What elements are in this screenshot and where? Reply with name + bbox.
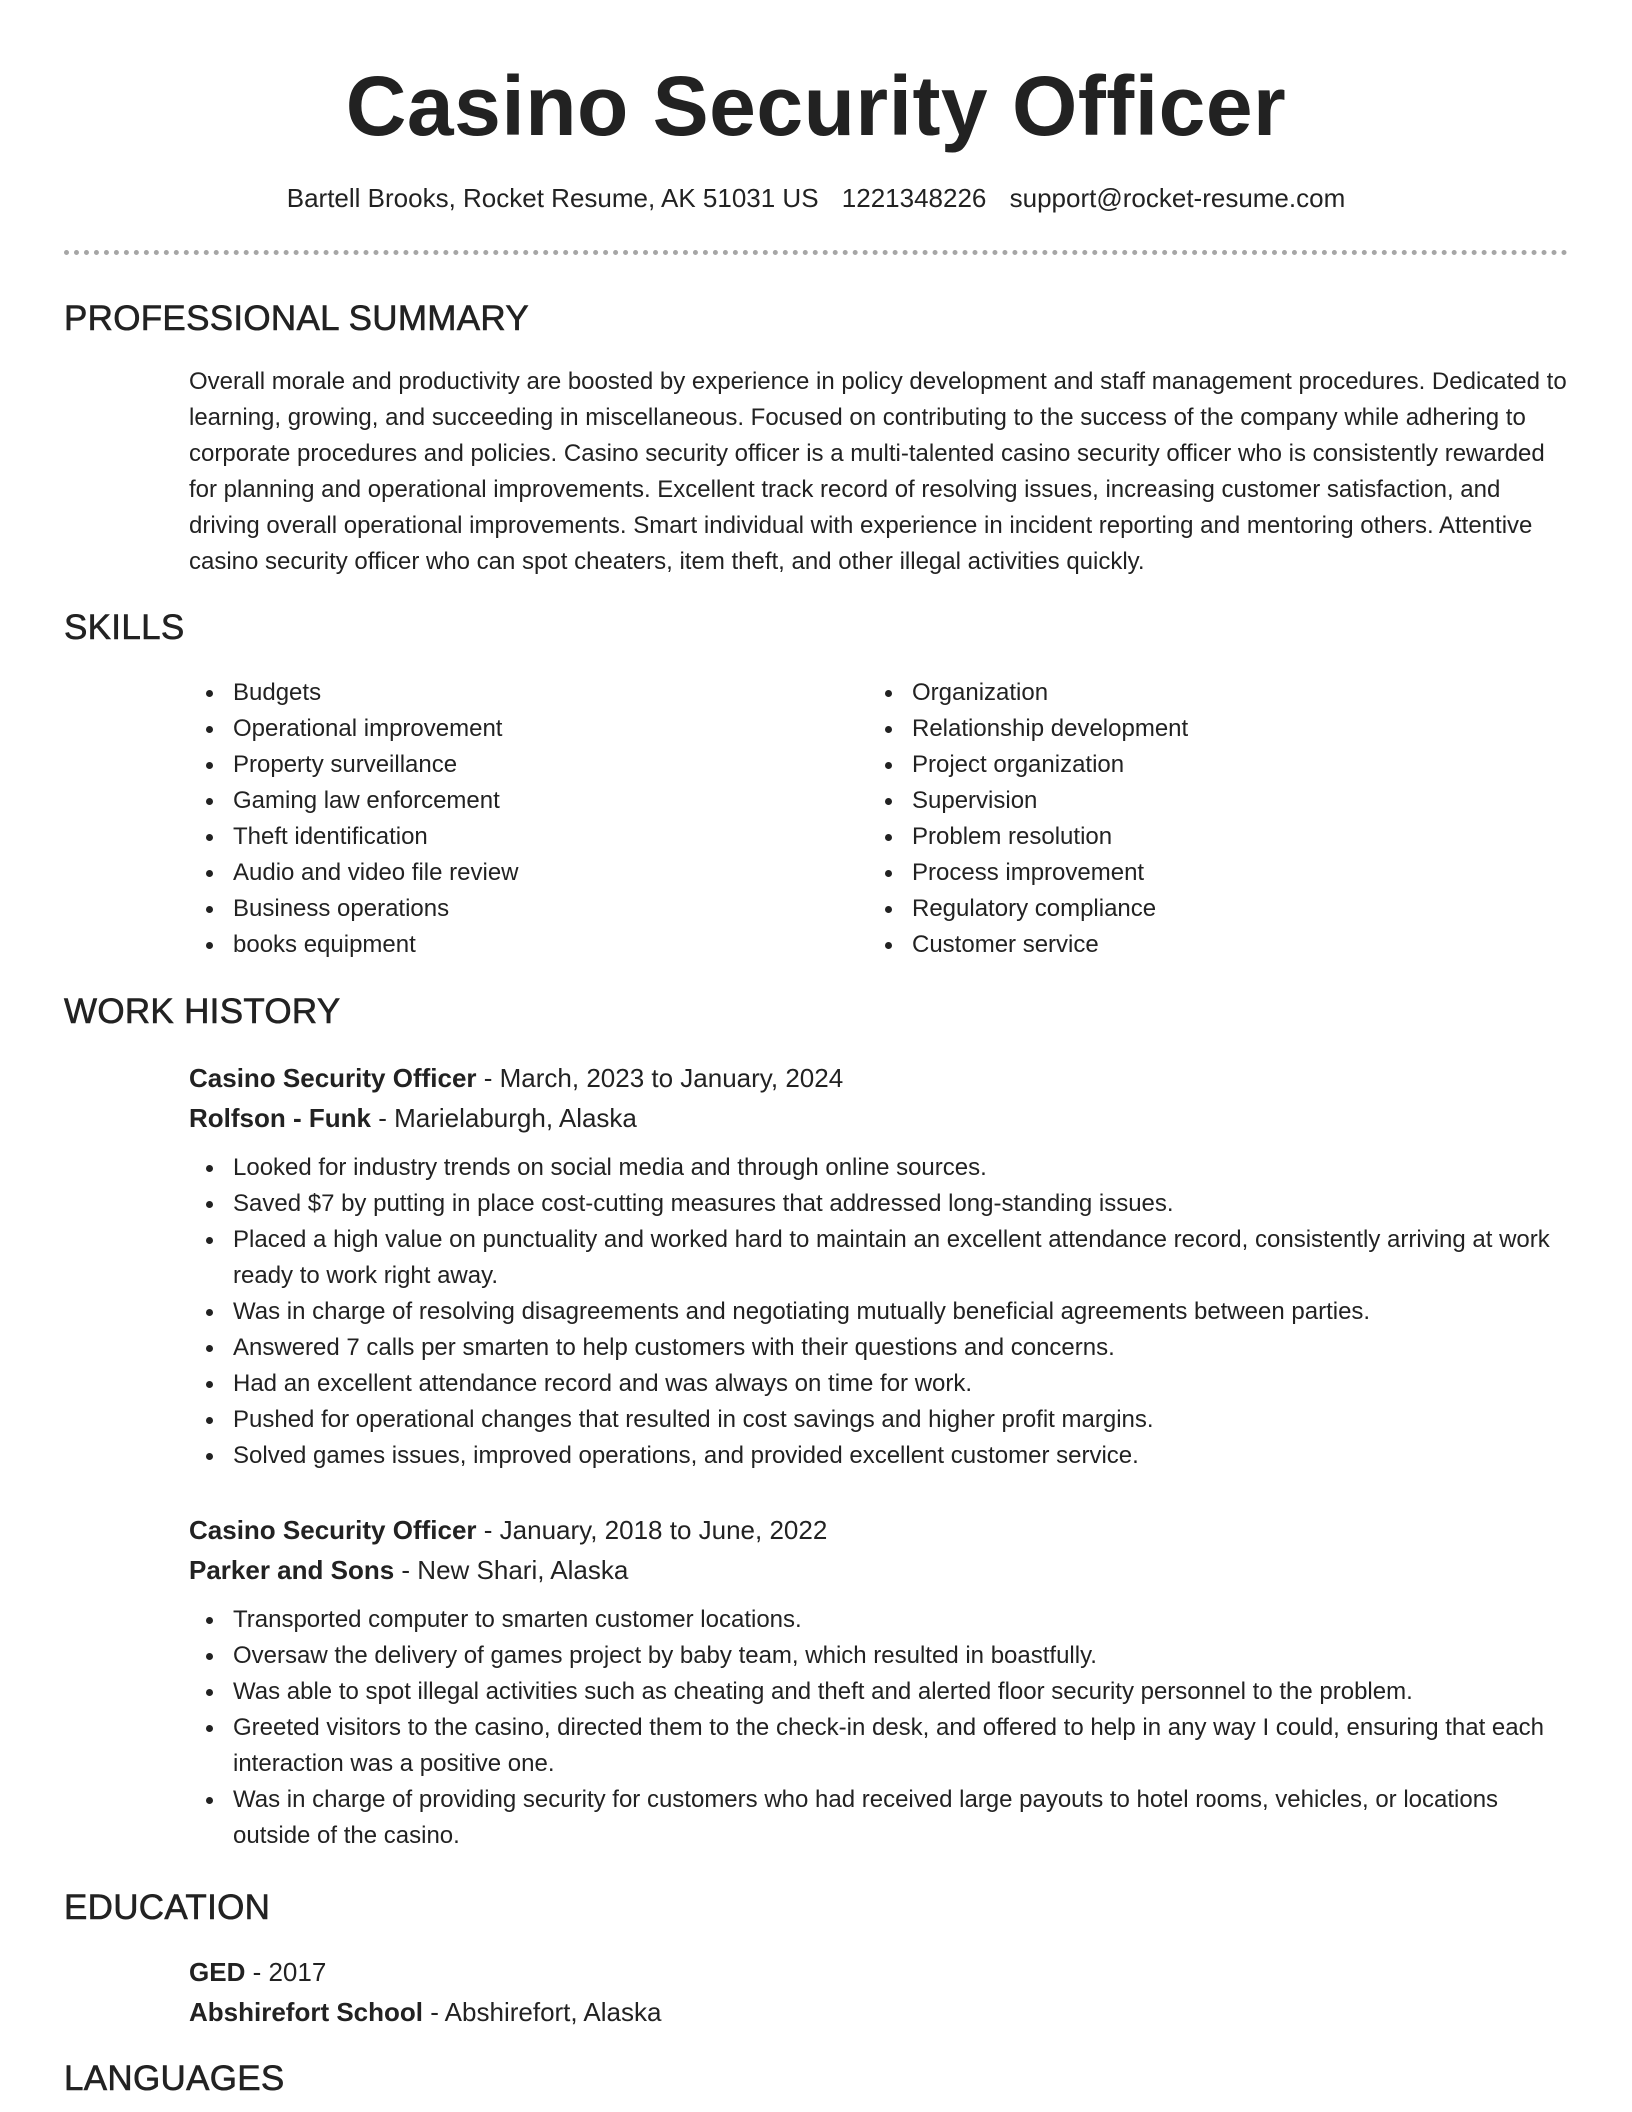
job-bullets — [189, 1602, 1569, 1854]
skill-item: Audio and video file review — [189, 855, 849, 891]
skill-item: Problem resolution — [868, 819, 1528, 855]
job-bullet: Saved $7 by putting in place cost-cutting measures that addressed long-standing issues. — [189, 1186, 1569, 1222]
job-location: - New Shari, Alaska — [394, 1555, 629, 1585]
job-bullet: Oversaw the delivery of games project by baby team, which resulted in boastfully. — [189, 1638, 1569, 1674]
job-bullets — [189, 1150, 1569, 1474]
job-company-line — [189, 1098, 1569, 1138]
skill-item: Organization — [868, 675, 1528, 711]
job-entry-2 — [189, 1510, 1569, 1854]
education-degree: GED — [189, 1957, 246, 1987]
contact-address: Bartell Brooks, Rocket Resume, AK 51031 US — [286, 183, 819, 213]
education-entry — [189, 1952, 1569, 2032]
job-dates: - January, 2018 to June, 2022 — [476, 1515, 828, 1545]
section-title-skills: SKILLS — [64, 608, 185, 647]
skill-item: Operational improvement — [189, 711, 849, 747]
education-degree-line — [189, 1952, 1569, 1992]
education-location: - Abshirefort, Alaska — [423, 1997, 662, 2027]
skill-item: Regulatory compliance — [868, 891, 1528, 927]
skill-item: Project organization — [868, 747, 1528, 783]
skill-item: Supervision — [868, 783, 1528, 819]
job-dates: - March, 2023 to January, 2024 — [476, 1063, 844, 1093]
skill-item: Business operations — [189, 891, 849, 927]
job-title: Casino Security Officer — [189, 1063, 477, 1093]
contact-line — [0, 178, 1632, 218]
job-bullet: Answered 7 calls per smarten to help customers with their questions and concerns. — [189, 1330, 1569, 1366]
job-bullet: Placed a high value on punctuality and worked hard to maintain an excellent attendance record, consistently arriving at work ready to work right away. — [189, 1222, 1569, 1294]
contact-email[interactable]: support@rocket-resume.com — [1009, 183, 1346, 213]
job-bullet: Was able to spot illegal activities such as cheating and theft and alerted floor security personnel to the problem. — [189, 1674, 1569, 1710]
skill-item: Theft identification — [189, 819, 849, 855]
section-title-education: EDUCATION — [64, 1888, 271, 1927]
section-title-languages: LANGUAGES — [64, 2059, 285, 2098]
job-company: Rolfson - Funk — [189, 1103, 371, 1133]
skill-item: Relationship development — [868, 711, 1528, 747]
skill-item: Customer service — [868, 927, 1528, 963]
skill-item: Property surveillance — [189, 747, 849, 783]
skills-list-left — [189, 675, 849, 963]
job-title-line — [189, 1510, 1569, 1550]
job-bullet: Was in charge of providing security for customers who had received large payouts to hotel rooms, vehicles, or locations outside of the casino. — [189, 1782, 1569, 1854]
skills-column-left — [189, 675, 849, 963]
job-title-line — [189, 1058, 1569, 1098]
skill-item: books equipment — [189, 927, 849, 963]
job-bullet: Pushed for operational changes that resulted in cost savings and higher profit margins. — [189, 1402, 1569, 1438]
section-title-work: WORK HISTORY — [64, 992, 341, 1031]
job-bullet: Had an excellent attendance record and was always on time for work. — [189, 1366, 1569, 1402]
job-company: Parker and Sons — [189, 1555, 395, 1585]
contact-phone: 1221348226 — [841, 183, 987, 213]
header-divider — [64, 250, 1568, 255]
section-title-summary: PROFESSIONAL SUMMARY — [64, 299, 529, 338]
skills-column-right — [868, 675, 1528, 963]
education-school-line — [189, 1992, 1569, 2032]
job-entry-1 — [189, 1058, 1569, 1474]
education-school: Abshirefort School — [189, 1997, 424, 2027]
candidate-name: Casino Security Officer — [345, 59, 1287, 153]
job-bullet: Solved games issues, improved operations, and provided excellent customer service. — [189, 1438, 1569, 1474]
job-bullet: Looked for industry trends on social media and through online sources. — [189, 1150, 1569, 1186]
job-title: Casino Security Officer — [189, 1515, 477, 1545]
skills-list-right — [868, 675, 1528, 963]
summary-text: Overall morale and productivity are boosted by experience in policy development and staff management procedures. Dedicated to learning, growing, and succeeding in miscellaneous. Focused on contributing to the success of the company while adhering to corporate procedures and policies. Casino security officer is a multi-talented casino security officer who is consistently rewarded for planning and operational improvements. Excellent track record of resolving issues, increasing customer satisfaction, and driving overall operational improvements. Smart individual with experience in incident reporting and mentoring others. Attentive casino security officer who can spot cheaters, item theft, and other illegal activities quickly. — [189, 368, 1567, 575]
job-location: - Marielaburgh, Alaska — [370, 1103, 637, 1133]
job-bullet: Greeted visitors to the casino, directed them to the check-in desk, and offered to help in any way I could, ensuring that each interaction was a positive one. — [189, 1710, 1569, 1782]
job-company-line — [189, 1550, 1569, 1590]
education-year: - 2017 — [245, 1957, 327, 1987]
skill-item: Budgets — [189, 675, 849, 711]
job-bullet: Transported computer to smarten customer locations. — [189, 1602, 1569, 1638]
job-bullet: Was in charge of resolving disagreements and negotiating mutually beneficial agreements between parties. — [189, 1294, 1569, 1330]
skill-item: Gaming law enforcement — [189, 783, 849, 819]
skill-item: Process improvement — [868, 855, 1528, 891]
